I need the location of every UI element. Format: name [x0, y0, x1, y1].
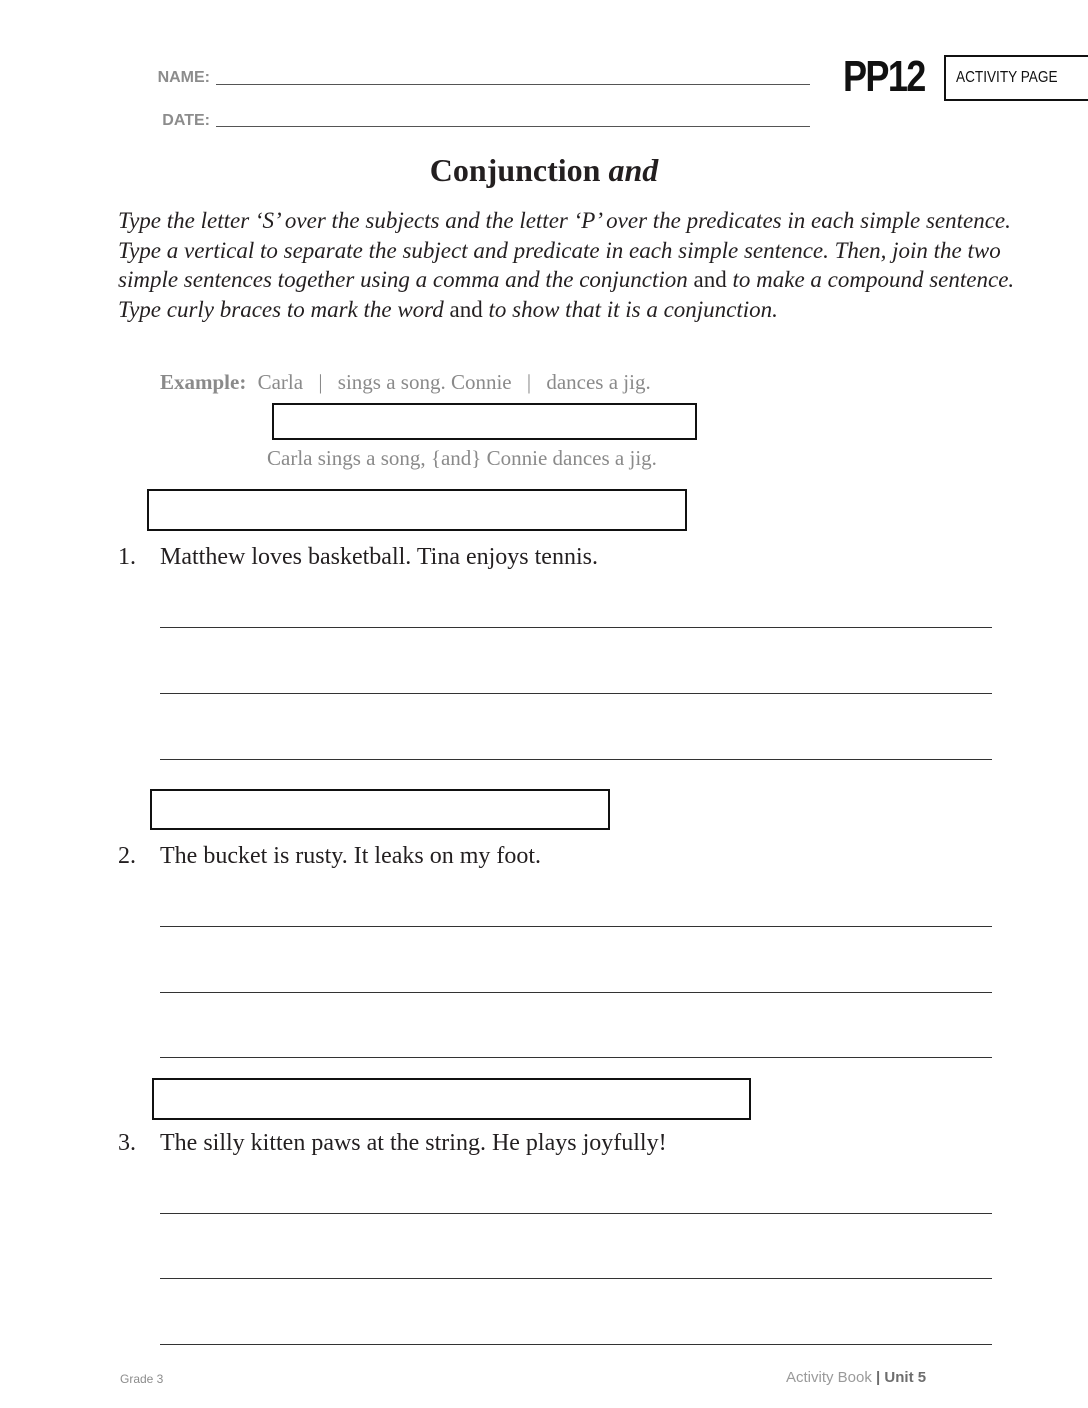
footer-grade: Grade 3 — [120, 1372, 164, 1386]
name-label: NAME: — [157, 69, 210, 86]
question-2-input-box[interactable] — [150, 789, 610, 830]
instructions-text-2: to make a compound sentence. Type curly braces to mark the word — [118, 267, 1015, 322]
instructions-text-1: Type the letter ‘S’ over the subjects and the letter ‘P’ over the predicates in each simple sentence. Type a vertical to separate the subject and predicate in each simple sentence. Then, join the two simple sentences together using a comma and the conjunction — [118, 208, 1011, 292]
example-label: Example: — [160, 370, 247, 394]
footer-book-info — [786, 1369, 926, 1386]
question-3-answer-line-2[interactable] — [160, 1278, 992, 1279]
question-2-text: The bucket is rusty. It leaks on my foot. — [160, 843, 542, 869]
question-2-answer-line-3[interactable] — [160, 1057, 992, 1058]
title-main: Conjunction — [429, 152, 601, 188]
question-2-number: 2. — [118, 843, 136, 869]
question-1-answer-line-3[interactable] — [160, 759, 992, 760]
question-3-text: The silly kitten paws at the string. He plays joyfully! — [160, 1130, 667, 1156]
example-predicate-2: dances a jig. — [546, 370, 651, 394]
example-subject-1: Carla — [257, 370, 304, 394]
question-3-answer-line-1[interactable] — [160, 1213, 992, 1214]
question-3-input-box[interactable] — [152, 1078, 751, 1120]
question-1-answer-line-1[interactable] — [160, 627, 992, 628]
page-code: PP12 — [843, 52, 925, 101]
footer-unit: Unit 5 — [884, 1369, 927, 1386]
example-predicate-subject: sings a song. Connie — [337, 370, 512, 394]
question-1-number: 1. — [118, 544, 136, 570]
question-1-text: Matthew loves basketball. Tina enjoys tennis. — [160, 544, 598, 570]
question-3-answer-line-3[interactable] — [160, 1344, 992, 1345]
example-divider-1: | — [318, 370, 323, 394]
question-1-answer-line-2[interactable] — [160, 693, 992, 694]
date-label: DATE: — [162, 112, 210, 129]
example-sentence — [160, 370, 651, 395]
title-emphasis: and — [608, 152, 659, 188]
activity-page-label: ACTIVITY PAGE — [956, 69, 1058, 86]
activity-page-badge — [944, 55, 1088, 101]
date-field[interactable] — [216, 126, 810, 127]
instructions-and-1: and — [693, 267, 727, 292]
instructions — [118, 206, 1048, 324]
page-title — [0, 152, 1088, 189]
name-field[interactable] — [216, 84, 810, 85]
footer-divider: | — [876, 1369, 881, 1386]
footer-book: Activity Book — [786, 1369, 872, 1386]
question-1-input-box[interactable] — [147, 489, 687, 531]
question-2-answer-line-2[interactable] — [160, 992, 992, 993]
example-compound-sentence: Carla sings a song, {and} Connie dances a jig. — [267, 446, 657, 470]
question-3-number: 3. — [118, 1130, 136, 1156]
instructions-text-3: to show that it is a conjunction. — [482, 296, 778, 322]
question-2-answer-line-1[interactable] — [160, 926, 992, 927]
instructions-and-2: and — [449, 296, 483, 322]
example-answer-box[interactable] — [272, 403, 697, 440]
example-divider-2: | — [526, 370, 532, 394]
